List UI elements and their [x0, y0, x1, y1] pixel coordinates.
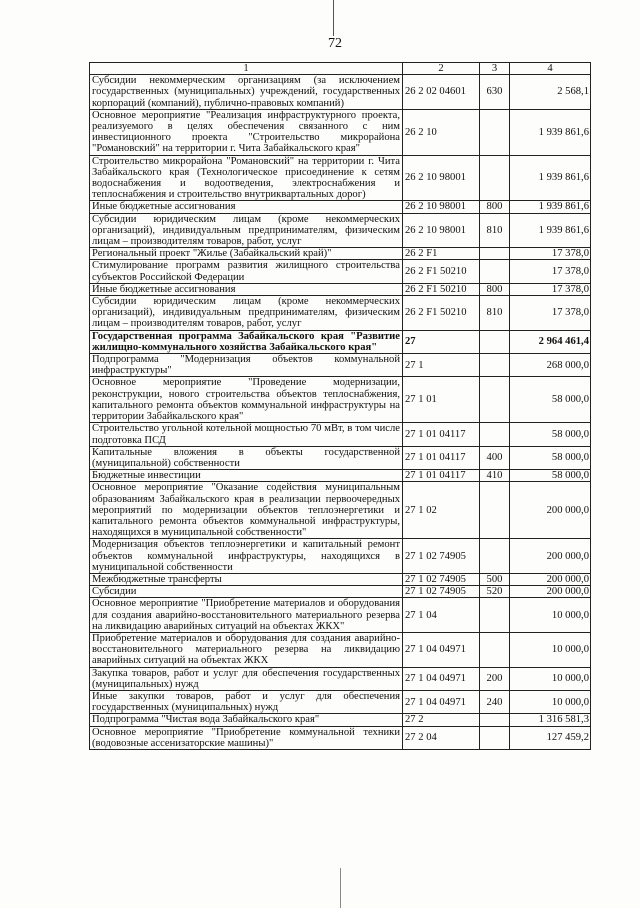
- table-row: [90, 260, 591, 283]
- row-sum: 268 000,0: [510, 354, 591, 377]
- row-name: Региональный проект "Жилье (Забайкальский край)": [90, 248, 403, 260]
- row-type: [480, 109, 510, 155]
- row-sum: 10 000,0: [510, 667, 591, 690]
- table-row: [90, 482, 591, 539]
- row-code: 26 2 10 98001: [403, 155, 480, 201]
- row-name: Капитальные вложения в объекты государственной (муниципальной) собственности: [90, 446, 403, 469]
- row-type: [480, 423, 510, 446]
- page-number: 72: [328, 36, 342, 51]
- table-row: [90, 598, 591, 633]
- row-name: Иные бюджетные ассигнования: [90, 283, 403, 295]
- row-code: 27 1 01: [403, 377, 480, 423]
- row-code: 26 2 10 98001: [403, 201, 480, 213]
- row-sum: 200 000,0: [510, 573, 591, 585]
- row-type: 810: [480, 213, 510, 248]
- row-sum: 17 378,0: [510, 296, 591, 331]
- row-code: 27 1 02 74905: [403, 539, 480, 574]
- table-row: [90, 330, 591, 353]
- table-row: [90, 201, 591, 213]
- row-code: 27 1: [403, 354, 480, 377]
- table-row: [90, 726, 591, 749]
- row-name: Субсидии: [90, 586, 403, 598]
- row-code: 26 2 F1 50210: [403, 260, 480, 283]
- row-sum: 17 378,0: [510, 283, 591, 295]
- margin-line-bottom: [340, 868, 341, 908]
- table-row: [90, 213, 591, 248]
- row-name: Субсидии юридическим лицам (кроме некоммерческих организаций), индивидуальным предпринимателям, физическим лицам – производителям товаров, работ, услуг: [90, 296, 403, 331]
- row-name: Основное мероприятие "Оказание содействия муниципальным образованиям Забайкальского края в реализации первоочередных мероприятий по модернизации объектов теплоэнергетики и капитального ремонта объектов коммунальной инфраструктуры, находящихся в муниципальной собственности": [90, 482, 403, 539]
- table-row: [90, 690, 591, 713]
- table-row: [90, 377, 591, 423]
- header-row: [90, 63, 591, 75]
- row-type: [480, 377, 510, 423]
- row-code: 27 1 04 04971: [403, 632, 480, 667]
- row-name: Основное мероприятие "Проведение модернизации, реконструкции, нового строительства объектов теплоснабжения, капитального ремонта объектов коммунальной инфраструктуры на территории Забайкальского края": [90, 377, 403, 423]
- row-sum: 58 000,0: [510, 446, 591, 469]
- row-type: [480, 714, 510, 726]
- row-sum: 58 000,0: [510, 423, 591, 446]
- row-type: [480, 260, 510, 283]
- row-code: 27 1 04 04971: [403, 667, 480, 690]
- row-sum: 2 964 461,4: [510, 330, 591, 353]
- row-code: 27 1 01 04117: [403, 446, 480, 469]
- row-name: Строительство угольной котельной мощностью 70 мВт, в том числе подготовка ПСД: [90, 423, 403, 446]
- row-type: 500: [480, 573, 510, 585]
- row-sum: 10 000,0: [510, 598, 591, 633]
- table-row: [90, 632, 591, 667]
- row-name: Иные закупки товаров, работ и услуг для обеспечения государственных (муниципальных) нужд: [90, 690, 403, 713]
- table-row: [90, 586, 591, 598]
- row-type: [480, 632, 510, 667]
- row-name: Основное мероприятие "Приобретение материалов и оборудования для создания аварийно-восстановительного материального резерва на ликвидацию аварийных ситуаций на объектах ЖКХ": [90, 598, 403, 633]
- table-row: [90, 248, 591, 260]
- table-row: [90, 155, 591, 201]
- row-type: 400: [480, 446, 510, 469]
- row-type: [480, 354, 510, 377]
- row-code: 26 2 F1: [403, 248, 480, 260]
- row-sum: 1 939 861,6: [510, 109, 591, 155]
- table-row: [90, 423, 591, 446]
- row-sum: 200 000,0: [510, 586, 591, 598]
- row-type: 410: [480, 470, 510, 482]
- row-type: [480, 155, 510, 201]
- row-code: 27 2 04: [403, 726, 480, 749]
- row-name: Основное мероприятие "Реализация инфраструктурного проекта, реализуемого в целях обеспечения связанного с ним инвестиционного проекта "Строительство микрорайона "Романовский" на территории г. Чита Забайкальского края": [90, 109, 403, 155]
- row-sum: 58 000,0: [510, 377, 591, 423]
- row-sum: 1 939 861,6: [510, 155, 591, 201]
- row-name: Приобретение материалов и оборудования для создания аварийно-восстановительного материального резерва на ликвидацию аварийных ситуаций на объектах ЖКХ: [90, 632, 403, 667]
- row-sum: 127 459,2: [510, 726, 591, 749]
- row-code: 27: [403, 330, 480, 353]
- row-code: 26 2 F1 50210: [403, 283, 480, 295]
- row-type: [480, 330, 510, 353]
- header-type: 3: [480, 63, 510, 75]
- row-type: 240: [480, 690, 510, 713]
- table-row: [90, 539, 591, 574]
- row-sum: 1 939 861,6: [510, 213, 591, 248]
- row-code: 26 2 10 98001: [403, 213, 480, 248]
- row-code: 27 1 02: [403, 482, 480, 539]
- margin-line-top: [333, 0, 334, 36]
- row-type: 200: [480, 667, 510, 690]
- row-sum: 17 378,0: [510, 248, 591, 260]
- row-code: 27 1 02 74905: [403, 586, 480, 598]
- row-type: 810: [480, 296, 510, 331]
- table-row: [90, 573, 591, 585]
- row-name: Модернизация объектов теплоэнергетики и капитальный ремонт объектов коммунальной инфраструктуры, находящихся в муниципальной собственности: [90, 539, 403, 574]
- row-type: 800: [480, 201, 510, 213]
- row-name: Бюджетные инвестиции: [90, 470, 403, 482]
- row-name: Основное мероприятие "Приобретение коммунальной техники (водовозные ассенизаторские машины)": [90, 726, 403, 749]
- header-code: 2: [403, 63, 480, 75]
- table-row: [90, 75, 591, 110]
- table-row: [90, 714, 591, 726]
- row-type: [480, 539, 510, 574]
- row-code: 27 1 01 04117: [403, 423, 480, 446]
- table-row: [90, 354, 591, 377]
- row-name: Строительство микрорайона "Романовский" на территории г. Чита Забайкальского края (Технологическое присоединение к сетям водоснабжения и водоотведения, электроснабжения и теплоснабжения и строительство внутриквартальных дорог): [90, 155, 403, 201]
- row-code: 26 2 F1 50210: [403, 296, 480, 331]
- row-code: 27 1 02 74905: [403, 573, 480, 585]
- row-sum: 10 000,0: [510, 690, 591, 713]
- row-name: Государственная программа Забайкальского края "Развитие жилищно-коммунального хозяйства Забайкальского края": [90, 330, 403, 353]
- row-sum: 10 000,0: [510, 632, 591, 667]
- row-sum: 200 000,0: [510, 482, 591, 539]
- table-row: [90, 109, 591, 155]
- row-name: Подпрограмма "Чистая вода Забайкальского края": [90, 714, 403, 726]
- row-type: 800: [480, 283, 510, 295]
- row-code: 27 1 04: [403, 598, 480, 633]
- row-name: Иные бюджетные ассигнования: [90, 201, 403, 213]
- row-code: 27 2: [403, 714, 480, 726]
- row-code: 26 2 10: [403, 109, 480, 155]
- row-sum: 17 378,0: [510, 260, 591, 283]
- row-sum: 58 000,0: [510, 470, 591, 482]
- row-sum: 2 568,1: [510, 75, 591, 110]
- table-row: [90, 470, 591, 482]
- row-type: 520: [480, 586, 510, 598]
- row-sum: 1 316 581,3: [510, 714, 591, 726]
- row-code: 27 1 01 04117: [403, 470, 480, 482]
- row-type: [480, 482, 510, 539]
- row-name: Межбюджетные трансферты: [90, 573, 403, 585]
- row-code: 26 2 02 04601: [403, 75, 480, 110]
- table-row: [90, 283, 591, 295]
- row-type: [480, 598, 510, 633]
- header-sum: 4: [510, 63, 591, 75]
- header-name: 1: [90, 63, 403, 75]
- table-row: [90, 446, 591, 469]
- row-type: [480, 726, 510, 749]
- budget-table: [89, 62, 591, 750]
- row-sum: 1 939 861,6: [510, 201, 591, 213]
- row-code: 27 1 04 04971: [403, 690, 480, 713]
- row-name: Закупка товаров, работ и услуг для обеспечения государственных (муниципальных) нужд: [90, 667, 403, 690]
- table-row: [90, 296, 591, 331]
- row-name: Стимулирование программ развития жилищного строительства субъектов Российской Федерации: [90, 260, 403, 283]
- row-name: Подпрограмма "Модернизация объектов коммунальной инфраструктуры": [90, 354, 403, 377]
- row-sum: 200 000,0: [510, 539, 591, 574]
- row-type: [480, 248, 510, 260]
- table-row: [90, 667, 591, 690]
- row-name: Субсидии некоммерческим организациям (за исключением государственных (муниципальных) учреждений, государственных корпораций (компаний), публично-правовых компаний): [90, 75, 403, 110]
- row-name: Субсидии юридическим лицам (кроме некоммерческих организаций), индивидуальным предпринимателям, физическим лицам – производителям товаров, работ, услуг: [90, 213, 403, 248]
- row-type: 630: [480, 75, 510, 110]
